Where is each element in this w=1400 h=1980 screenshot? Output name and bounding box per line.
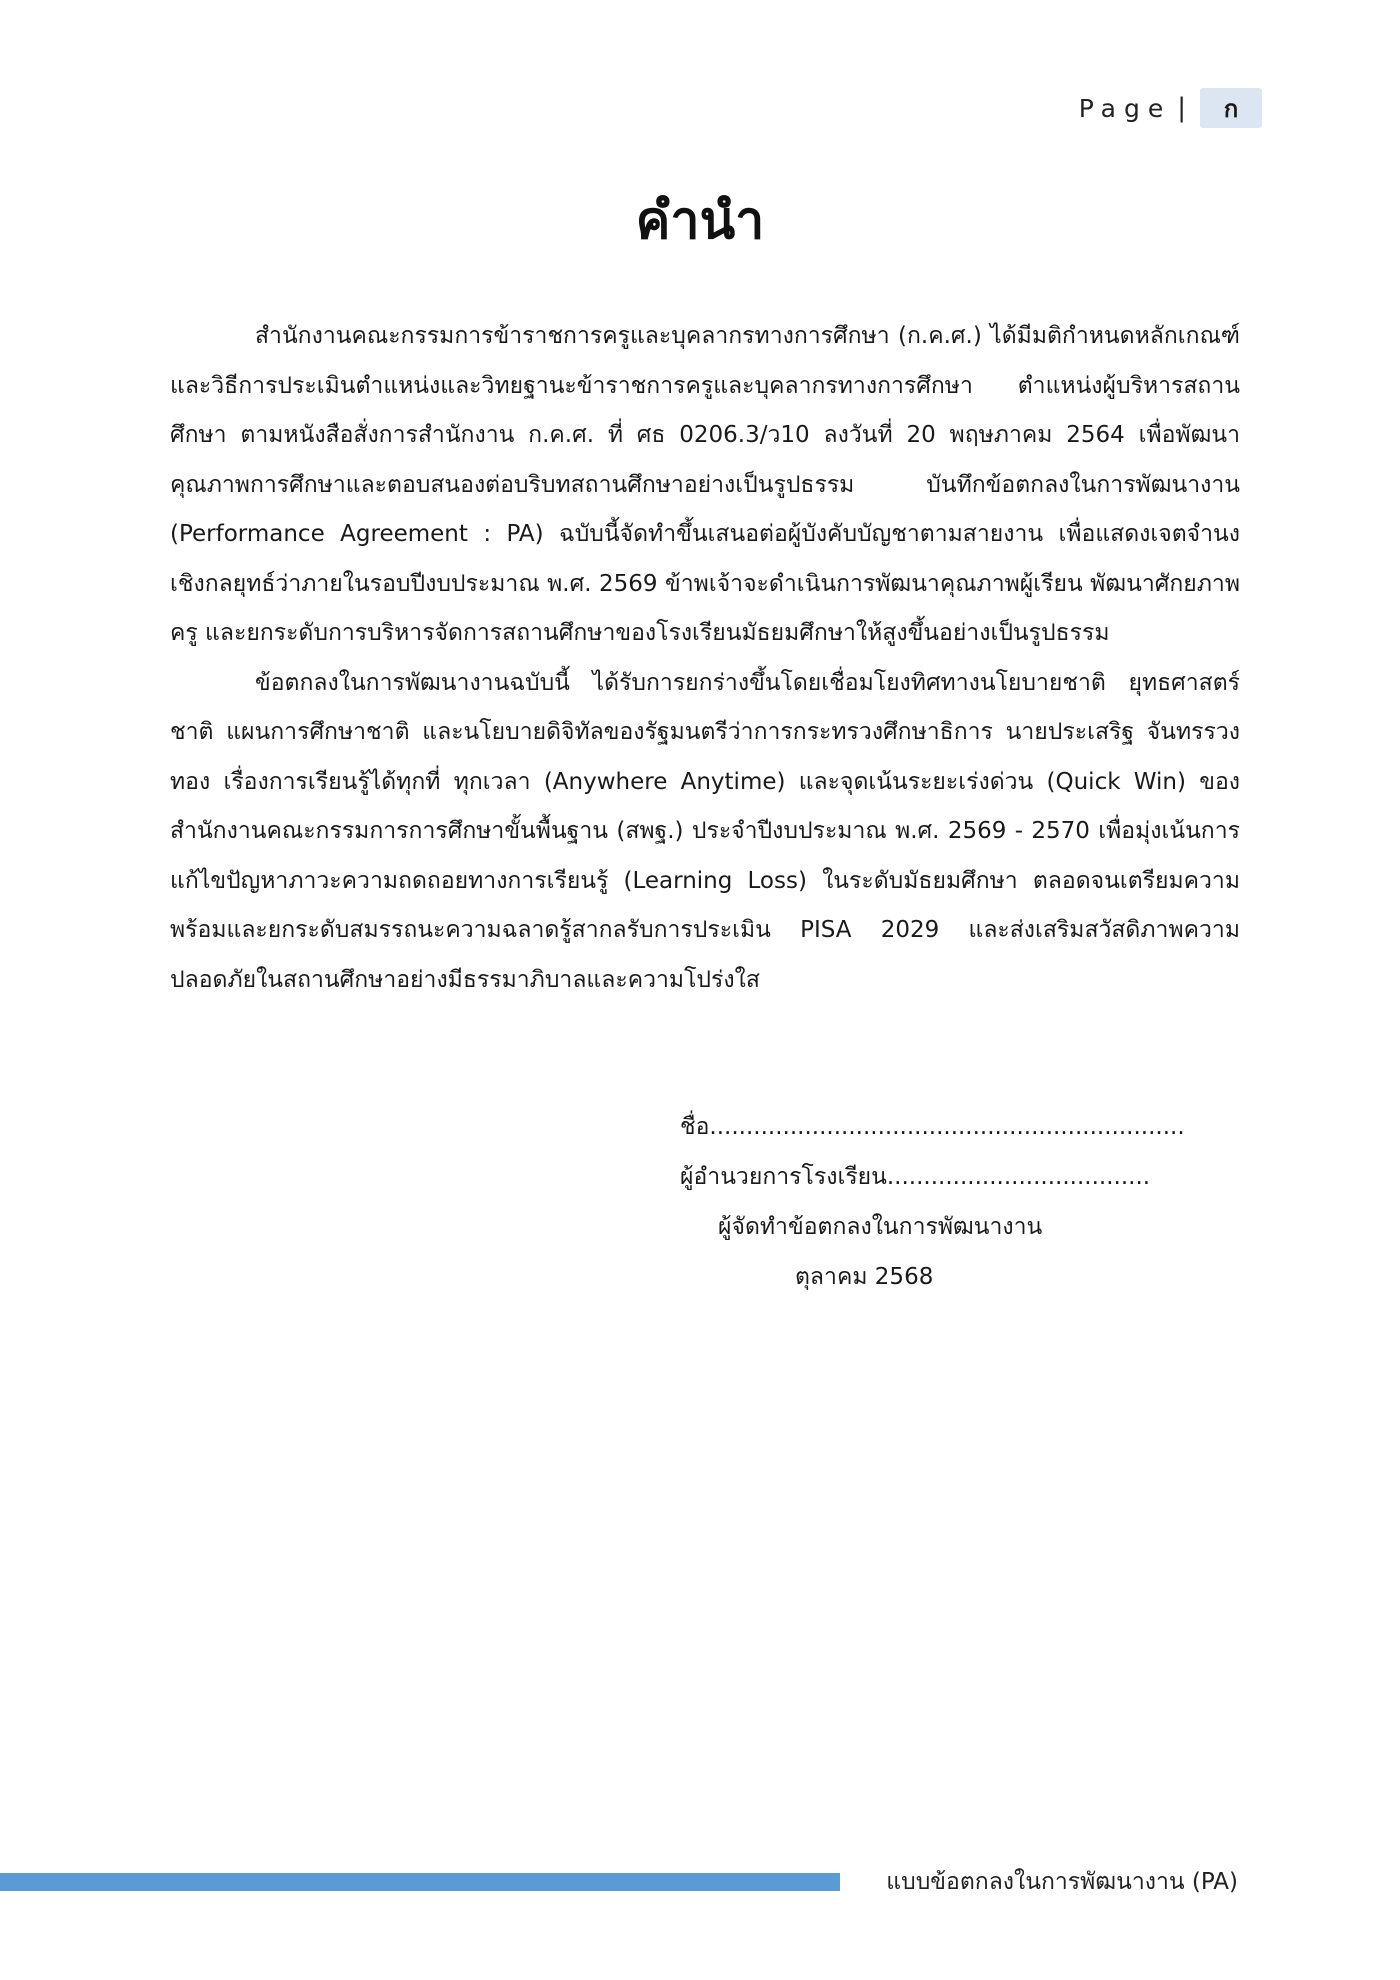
page-label: Page bbox=[1078, 93, 1172, 123]
page-header bbox=[1079, 88, 1262, 128]
signature-date: ตุลาคม 2568 bbox=[795, 1264, 934, 1290]
document-body bbox=[170, 312, 1240, 1005]
paragraph-policy: ข้อตกลงในการพัฒนางานฉบับนี้ ได้รับการยกร่างขึ้นโดยเชื่อมโยงทิศทางนโยบายชาติ ยุทธศาสตร์ชาติ แผนการศึกษาชาติ และนโยบายดิจิทัลของรัฐมนตรีว่าการกระทรวงศึกษาธิการ นายประเสริฐ จันทรรวงทอง เรื่องการเรียนรู้ได้ทุกที่ ทุกเวลา (Anywhere Anytime) และจุดเน้นระยะเร่งด่วน (Quick Win) ของสำนักงานคณะกรรมการการศึกษาขั้นพื้นฐาน (สพฐ.) ประจำปีงบประมาณ พ.ศ. 2569 - 2570 เพื่อมุ่งเน้นการแก้ไขปัญหาภาวะความถดถอยทางการเรียนรู้ (Learning Loss) ในระดับมัธยมศึกษา ตลอดจนเตรียมความพร้อมและยกระดับสมรรถนะความฉลาดรู้สากลรับการประเมิน PISA 2029 และส่งเสริมสวัสดิภาพความปลอดภัยในสถานศึกษาอย่างมีธรรมาภิบาลและความโปร่งใส bbox=[170, 669, 1240, 993]
page-number-badge: ก bbox=[1200, 88, 1262, 128]
signature-block bbox=[680, 1102, 1185, 1302]
footer-accent-bar bbox=[0, 1873, 840, 1891]
signature-position-line: ผู้อำนวยการโรงเรียน.................................... bbox=[680, 1164, 1151, 1190]
page-title: คำนำ bbox=[635, 191, 765, 251]
paragraph-intro: สำนักงานคณะกรรมการข้าราชการครูและบุคลากรทางการศึกษา (ก.ค.ศ.) ได้มีมติกำหนดหลักเกณฑ์และวิธีการประเมินตำแหน่งและวิทยฐานะข้าราชการครูและบุคลากรทางการศึกษา ตำแหน่งผู้บริหารสถานศึกษา ตามหนังสือสั่งการสำนักงาน ก.ค.ศ. ที่ ศธ 0206.3/ว10 ลงวันที่ 20 พฤษภาคม 2564 เพื่อพัฒนาคุณภาพการศึกษาและตอบสนองต่อบริบทสถานศึกษาอย่างเป็นรูปธรรม บันทึกข้อตกลงในการพัฒนางาน (Performance Agreement : PA) ฉบับนี้จัดทำขึ้นเสนอต่อผู้บังคับบัญชาตามสายงาน เพื่อแสดงเจตจำนงเชิงกลยุทธ์ว่าภายในรอบปีงบประมาณ พ.ศ. 2569 ข้าพเจ้าจะดำเนินการพัฒนาคุณภาพผู้เรียน พัฒนาศักยภาพครู และยกระดับการบริหารจัดการสถานศึกษาของโรงเรียนมัธยมศึกษาให้สูงขึ้นอย่างเป็นรูปธรรม bbox=[170, 323, 1240, 646]
page-separator: | bbox=[1177, 93, 1186, 123]
signature-name-line: ชื่อ................................................................. bbox=[680, 1114, 1185, 1140]
footer-document-title: แบบข้อตกลงในการพัฒนางาน (PA) bbox=[886, 1869, 1238, 1895]
signature-role: ผู้จัดทำข้อตกลงในการพัฒนางาน bbox=[718, 1214, 1043, 1240]
